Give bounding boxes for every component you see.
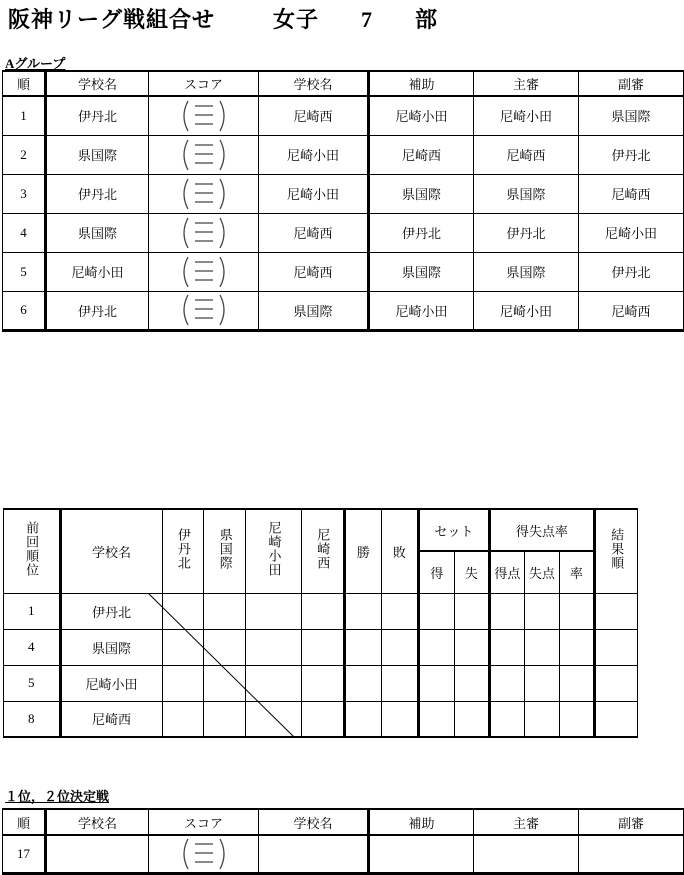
assistant-cell: 県国際 — [369, 252, 474, 291]
sets-won-cell — [418, 665, 454, 701]
prev-rank-cell: 4 — [4, 629, 61, 665]
score-bracket-icon — [171, 837, 237, 871]
score-cell — [149, 174, 259, 213]
col-header-assistant: 補助 — [369, 71, 474, 96]
sets-won-cell — [418, 593, 454, 629]
assistant-cell: 尼崎小田 — [369, 96, 474, 135]
matrix-cell — [204, 593, 246, 629]
points-lost-cell — [524, 629, 559, 665]
sets-won-cell — [418, 629, 454, 665]
col-header-referee: 主審 — [474, 809, 579, 835]
sub-referee-cell — [579, 835, 684, 873]
school-right-cell: 尼崎小田 — [259, 135, 369, 174]
score-cell — [149, 835, 259, 873]
school-left-cell: 尼崎小田 — [46, 252, 149, 291]
title-division-number: 7 — [361, 7, 374, 32]
opponent-col-header: 尼崎小田 — [246, 509, 302, 593]
matrix-cell — [301, 701, 344, 737]
school-left-cell — [46, 835, 149, 873]
score-cell — [149, 252, 259, 291]
sub-referee-cell: 伊丹北 — [579, 135, 684, 174]
sub-referee-cell: 尼崎西 — [579, 174, 684, 213]
playoff-heading: １位，２位決定戦 — [5, 789, 110, 804]
col-header-sub-referee: 副審 — [579, 71, 684, 96]
group-a-heading: Aグループ — [5, 56, 66, 71]
referee-cell: 尼崎西 — [474, 135, 579, 174]
assistant-cell: 伊丹北 — [369, 213, 474, 252]
order-cell: 6 — [3, 291, 46, 330]
matrix-cell — [246, 629, 302, 665]
prev-rank-cell: 8 — [4, 701, 61, 737]
opponent-col-header: 尼崎西 — [301, 509, 344, 593]
points-won-cell — [489, 665, 524, 701]
wins-cell — [344, 629, 381, 665]
col-header-losses: 敗 — [381, 509, 418, 593]
losses-cell — [381, 593, 418, 629]
sets-lost-cell — [454, 593, 489, 629]
matrix-cell — [246, 593, 302, 629]
matrix-cell — [301, 593, 344, 629]
school-right-cell: 尼崎西 — [259, 252, 369, 291]
col-header-sets-won: 得 — [418, 551, 454, 593]
wins-cell — [344, 701, 381, 737]
matrix-cell — [162, 629, 204, 665]
school-left-cell: 県国際 — [46, 213, 149, 252]
score-cell — [149, 96, 259, 135]
title-division-suffix: 部 — [415, 7, 439, 32]
standings-row — [4, 665, 638, 701]
col-header-wins: 勝 — [344, 509, 381, 593]
losses-cell — [381, 701, 418, 737]
match-row — [3, 291, 684, 330]
matrix-cell — [246, 665, 302, 701]
referee-cell: 県国際 — [474, 252, 579, 291]
school-right-cell — [259, 835, 369, 873]
wins-cell — [344, 665, 381, 701]
referee-cell — [474, 835, 579, 873]
col-header-prev-rank: 前回順位 — [4, 509, 61, 593]
assistant-cell: 尼崎西 — [369, 135, 474, 174]
col-header-points-lost: 失点 — [524, 551, 559, 593]
match-row — [3, 135, 684, 174]
col-header-school: 学校名 — [60, 509, 162, 593]
standings-row — [4, 593, 638, 629]
prev-rank-cell: 1 — [4, 593, 61, 629]
school-cell: 県国際 — [60, 629, 162, 665]
match-row — [3, 174, 684, 213]
score-bracket-icon — [171, 293, 237, 327]
assistant-cell: 尼崎小田 — [369, 291, 474, 330]
col-header-score: スコア — [149, 809, 259, 835]
col-header-score: スコア — [149, 71, 259, 96]
col-header-school-left: 学校名 — [46, 809, 149, 835]
referee-cell: 県国際 — [474, 174, 579, 213]
sets-lost-cell — [454, 629, 489, 665]
points-lost-cell — [524, 701, 559, 737]
matrix-cell — [162, 593, 204, 629]
playoff-match-row — [3, 835, 684, 873]
sets-lost-cell — [454, 665, 489, 701]
school-left-cell: 伊丹北 — [46, 174, 149, 213]
wins-cell — [344, 593, 381, 629]
score-cell — [149, 135, 259, 174]
col-header-assistant: 補助 — [369, 809, 474, 835]
col-header-order: 順 — [3, 71, 46, 96]
matrix-cell — [301, 629, 344, 665]
score-bracket-icon — [171, 138, 237, 172]
score-cell — [149, 213, 259, 252]
col-header-sub-referee: 副審 — [579, 809, 684, 835]
match-row — [3, 213, 684, 252]
school-cell: 尼崎小田 — [60, 665, 162, 701]
school-cell: 尼崎西 — [60, 701, 162, 737]
order-cell: 3 — [3, 174, 46, 213]
matrix-cell — [162, 701, 204, 737]
ratio-cell — [559, 701, 594, 737]
match-row — [3, 96, 684, 135]
school-left-cell: 伊丹北 — [46, 96, 149, 135]
ratio-cell — [559, 665, 594, 701]
order-cell: 1 — [3, 96, 46, 135]
assistant-cell: 県国際 — [369, 174, 474, 213]
school-right-cell: 尼崎小田 — [259, 174, 369, 213]
school-right-cell: 尼崎西 — [259, 213, 369, 252]
points-lost-cell — [524, 665, 559, 701]
order-cell: 17 — [3, 835, 46, 873]
col-header-result-rank: 結果順 — [594, 509, 637, 593]
col-header-school-left: 学校名 — [46, 71, 149, 96]
result-rank-cell — [594, 629, 637, 665]
matrix-cell — [204, 629, 246, 665]
col-header-points-group: 得失点率 — [489, 509, 594, 551]
score-bracket-icon — [171, 177, 237, 211]
playoff-header-row — [3, 809, 684, 835]
score-cell — [149, 291, 259, 330]
points-won-cell — [489, 629, 524, 665]
col-header-school-right: 学校名 — [259, 809, 369, 835]
sets-won-cell — [418, 701, 454, 737]
match-row — [3, 252, 684, 291]
ratio-cell — [559, 593, 594, 629]
score-bracket-icon — [171, 99, 237, 133]
matrix-cell — [246, 701, 302, 737]
result-rank-cell — [594, 593, 637, 629]
order-cell: 5 — [3, 252, 46, 291]
col-header-referee: 主審 — [474, 71, 579, 96]
sub-referee-cell: 県国際 — [579, 96, 684, 135]
order-cell: 2 — [3, 135, 46, 174]
result-rank-cell — [594, 665, 637, 701]
page-title — [8, 3, 438, 34]
referee-cell: 尼崎小田 — [474, 291, 579, 330]
col-header-sets-group: セット — [418, 509, 489, 551]
title-category: 女子 — [273, 7, 320, 32]
points-lost-cell — [524, 593, 559, 629]
result-rank-cell — [594, 701, 637, 737]
school-cell: 伊丹北 — [60, 593, 162, 629]
score-bracket-icon — [171, 216, 237, 250]
matrix-cell — [204, 665, 246, 701]
matrix-cell — [162, 665, 204, 701]
standings-table — [3, 508, 638, 738]
matrix-cell — [204, 701, 246, 737]
referee-cell: 尼崎小田 — [474, 96, 579, 135]
school-right-cell: 尼崎西 — [259, 96, 369, 135]
losses-cell — [381, 629, 418, 665]
points-won-cell — [489, 593, 524, 629]
order-cell: 4 — [3, 213, 46, 252]
school-right-cell: 県国際 — [259, 291, 369, 330]
playoff-table — [2, 808, 684, 875]
col-header-order: 順 — [3, 809, 46, 835]
prev-rank-cell: 5 — [4, 665, 61, 701]
col-header-sets-lost: 失 — [454, 551, 489, 593]
score-bracket-icon — [171, 255, 237, 289]
col-header-ratio: 率 — [559, 551, 594, 593]
sets-lost-cell — [454, 701, 489, 737]
col-header-points-won: 得点 — [489, 551, 524, 593]
points-won-cell — [489, 701, 524, 737]
standings-row — [4, 701, 638, 737]
opponent-col-header: 県国際 — [204, 509, 246, 593]
standings-header-row-top — [4, 509, 638, 551]
sub-referee-cell: 尼崎小田 — [579, 213, 684, 252]
referee-cell: 伊丹北 — [474, 213, 579, 252]
title-main: 阪神リーグ戦組合せ — [8, 7, 216, 32]
sub-referee-cell: 伊丹北 — [579, 252, 684, 291]
group-a-schedule-table — [2, 70, 684, 332]
schedule-header-row — [3, 71, 684, 96]
school-left-cell: 伊丹北 — [46, 291, 149, 330]
standings-row — [4, 629, 638, 665]
ratio-cell — [559, 629, 594, 665]
losses-cell — [381, 665, 418, 701]
sub-referee-cell: 尼崎西 — [579, 291, 684, 330]
school-left-cell: 県国際 — [46, 135, 149, 174]
matrix-cell — [301, 665, 344, 701]
col-header-school-right: 学校名 — [259, 71, 369, 96]
assistant-cell — [369, 835, 474, 873]
opponent-col-header: 伊丹北 — [162, 509, 204, 593]
